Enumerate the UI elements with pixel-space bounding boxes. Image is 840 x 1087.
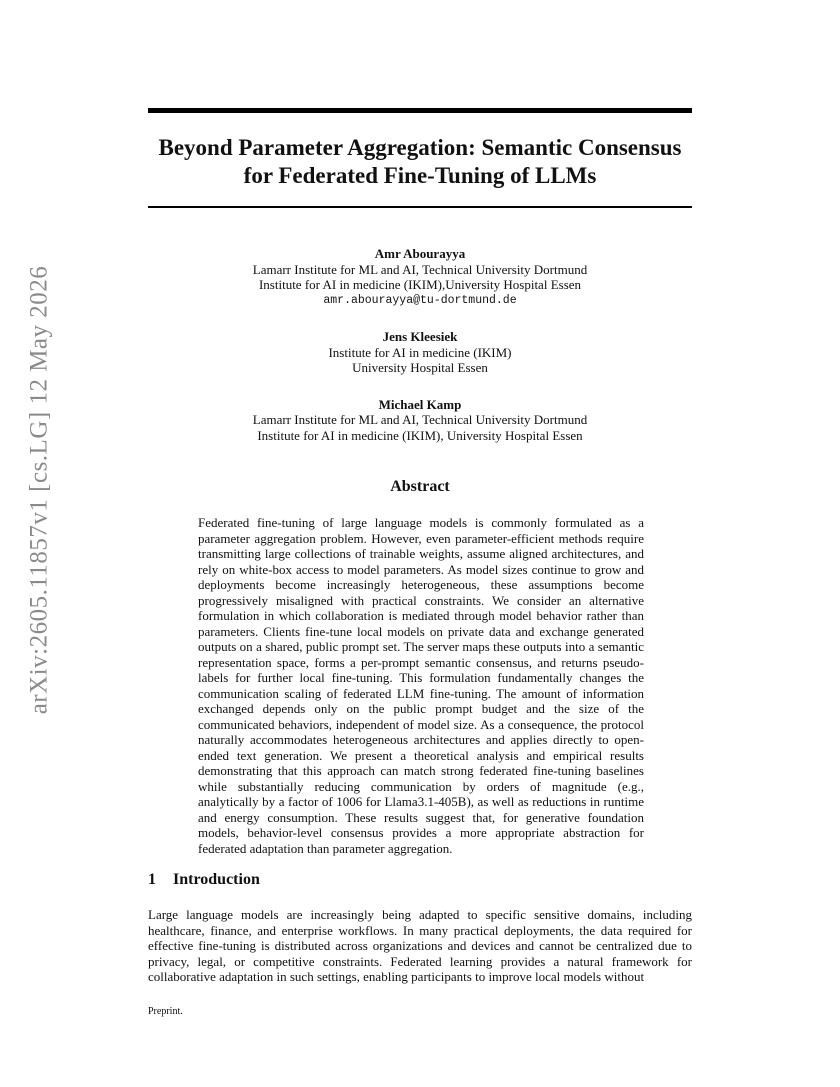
author-name: Michael Kamp [378,396,462,412]
section-number: 1 [148,871,156,888]
arxiv-watermark [14,265,64,715]
section-heading-introduction [148,871,260,889]
arxiv-id: arXiv:2605.11857v1 [cs.LG] 12 May 2026 [25,265,53,715]
footer-note: Preprint. [148,1006,183,1017]
abstract-text: Federated fine-tuning of large language models is commonly formulated as a parameter aggregation problem. However, even parameter-efficient methods require transmitting large collections of trainable weights, assume aligned architectures, and rely on white-box access to model parameters. As model sizes continue to grow and deployments become increasingly heterogeneous, these assumptions become progressively misaligned with practical constraints. We consider an alternative formulation in which collaboration is mediated through model behavior rather than parameters. Clients fine-tune local models on private data and exchange generated outputs on a shared, public prompt set. The server maps these outputs into a semantic representation space, forms a per-prompt semantic consensus, and returns pseudo-labels for further local fine-tuning. This formulation fundamentally changes the communication scaling of federated LLM fine-tuning. The amount of information exchanged depends only on the public prompt budget and the size of the communicated behaviors, independent of model size. As a consequence, the protocol naturally accommodates heterogeneous architectures and applies directly to open-ended text generation. We present a theoretical analysis and empirical results demonstrating that this approach can match strong federated fine-tuning baselines while substantially reducing communication by orders of magnitude (e.g., analytically by a factor of 1006 for Llama3.1-405B), as well as reductions in runtime and energy consumption. These results suggest that, for generative foundation models, behavior-level consensus provides a more appropriate abstraction for federated adaptation than parameter aggregation. [198,515,644,856]
author-affiliation: Institute for AI in medicine (IKIM) [328,344,512,360]
section-title: Introduction [173,871,260,888]
author-affiliation: Institute for AI in medicine (IKIM), University Hospital Essen [257,427,583,443]
author-affiliation: University Hospital Essen [352,360,488,375]
author-affiliation: Institute for AI in medicine (IKIM),University Hospital Essen [258,277,582,292]
author-3 [148,397,692,444]
author-2 [148,329,692,376]
author-affiliation: Lamarr Institute for ML and AI, Technical University Dortmund [252,412,588,427]
abstract-heading: Abstract [390,478,450,495]
title-top-rule [148,108,692,113]
author-email: amr.abourayya@tu-dortmund.de [323,293,517,307]
title-bottom-rule [148,206,692,208]
author-affiliation: Lamarr Institute for ML and AI, Technical University Dortmund [252,261,588,277]
paper-title-line-2: for Federated Fine-Tuning of LLMs [243,163,597,188]
author-name: Jens Kleesiek [382,329,458,344]
author-1 [148,246,692,308]
author-block [148,246,692,464]
paper-title [148,134,692,190]
author-name: Amr Abourayya [374,246,466,261]
paper-title-line-1: Beyond Parameter Aggregation: Semantic Consensus [158,135,682,160]
introduction-text: Large language models are increasingly being adapted to specific sensitive domains, including healthcare, finance, and enterprise workflows. In many practical deployments, the data required for effective fine-tuning is distributed across organizations and devices and cannot be centralized due to privacy, legal, or competitive constraints. Federated learning provides a natural framework for collaborative adaptation in such settings, enabling participants to improve local models without [148,907,692,984]
